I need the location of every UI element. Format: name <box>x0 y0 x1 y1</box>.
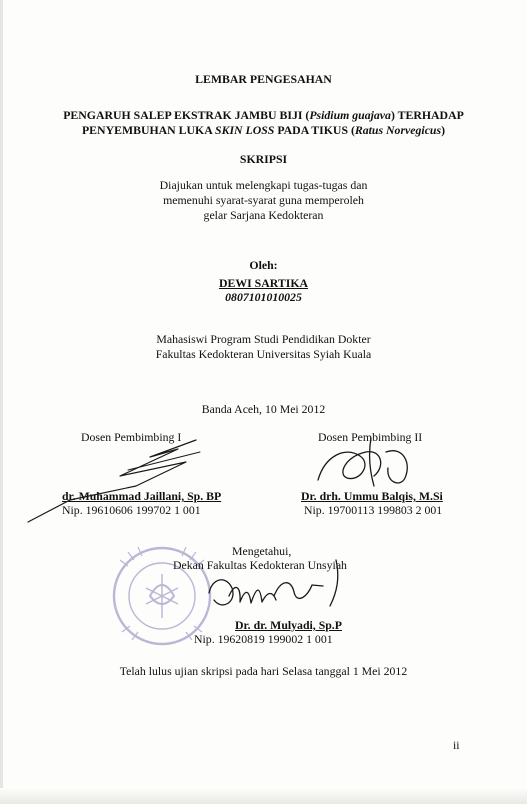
title-text: ) TERHADAP <box>390 108 464 122</box>
title-text: PADA TIKUS ( <box>274 123 355 137</box>
page-heading: LEMBAR PENGESAHAN <box>195 72 332 86</box>
exam-note: Telah lulus ujian skripsi pada hari Selasa tanggal 1 Mei 2012 <box>119 664 408 678</box>
purpose-line-2: memenuhi syarat-syarat guna memperoleh <box>163 193 364 207</box>
dean-role: Dekan Fakultas Kedokteran Unsyiah <box>173 558 347 572</box>
title-text: ) <box>441 123 446 137</box>
dean-name: Dr. dr. Mulyadi, Sp.P <box>235 618 342 632</box>
supervisor-1-nip: Nip. 19610606 199702 1 001 <box>62 503 201 517</box>
supervisor-1-name: dr. Muhammad Jaillani, Sp. BP <box>62 489 222 503</box>
supervisor-2-name: Dr. drh. Ummu Balqis, M.Si <box>301 489 443 503</box>
title-latin-name: Ratus Norvegicus <box>354 123 442 137</box>
title-latin-name: Psidium guajava <box>309 108 391 122</box>
dean-nip: Nip. 19620819 199002 1 001 <box>194 632 333 646</box>
purpose-line-1: Diajukan untuk melengkapi tugas-tugas dan <box>159 178 368 192</box>
purpose-line-3: gelar Sarjana Kedokteran <box>203 208 324 222</box>
title-text: PENGARUH SALEP EKSTRAK JAMBU BIJI ( <box>63 108 310 122</box>
document-type: SKRIPSI <box>239 152 288 166</box>
affiliation-line-2: Fakultas Kedokteran Universitas Syiah Kuala <box>155 347 372 361</box>
affiliation-line-1: Mahasiswi Program Studi Pendidikan Dokter <box>156 332 371 346</box>
supervisor-2-nip: Nip. 19700113 199803 2 001 <box>304 503 443 517</box>
supervisor-1-signature <box>28 440 196 522</box>
author-name: DEWI SARTIKA <box>218 276 309 290</box>
supervisor-2-signature <box>318 438 407 486</box>
title-text: PENYEMBUHAN LUKA <box>81 123 216 137</box>
dean-signature <box>209 560 338 606</box>
acknowledgement-label: Mengetahui, <box>232 544 292 558</box>
title-italic-term: SKIN LOSS <box>215 123 275 137</box>
supervisor-1-role: Dosen Pembimbing I <box>81 430 182 444</box>
author-student-id: 0807101010025 <box>225 290 302 304</box>
supervisor-2-role: Dosen Pembimbing II <box>318 430 423 444</box>
place-date: Banda Aceh, 10 Mei 2012 <box>201 402 326 416</box>
by-label: Oleh: <box>249 258 278 272</box>
page-number: ii <box>453 738 460 752</box>
